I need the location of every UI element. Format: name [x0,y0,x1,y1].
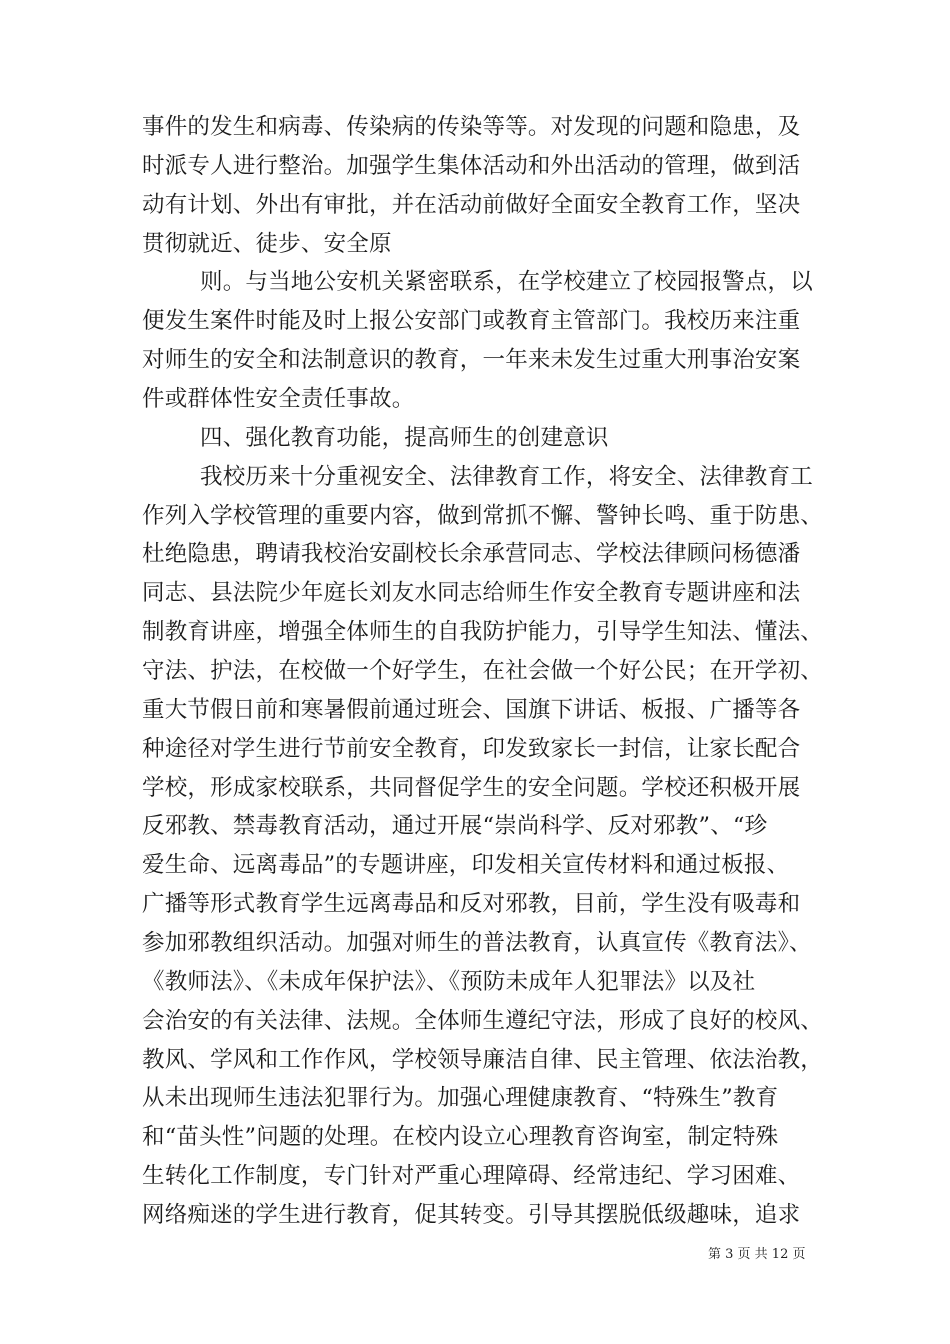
text-line: 守法、护法，在校做一个好学生，在社会做一个好公民；在开学初、 [142,658,824,684]
page-number-footer: 第 3 页 共 12 页 [708,1247,806,1262]
text-line: 时派专人进行整治。加强学生集体活动和外出活动的管理，做到活 [142,153,801,179]
section-heading: 四、强化教育功能，提高师生的创建意识 [200,425,609,451]
text-line: 动有计划、外出有审批，并在活动前做好全面安全教育工作，坚决 [142,192,801,218]
text-line: 广播等形式教育学生远离毒品和反对邪教，目前，学生没有吸毒和 [142,891,801,917]
text-line: 学校，形成家校联系，共同督促学生的安全问题。学校还积极开展 [142,775,801,801]
text-line: 贯彻就近、徒步、安全原 [142,231,392,257]
paragraph-first-line: 我校历来十分重视安全、法律教育工作，将安全、法律教育工 [200,464,813,490]
text-line: 重大节假日前和寒暑假前通过班会、国旗下讲话、板报、广播等各 [142,697,801,723]
text-line: 教风、学风和工作作风，学校领导廉洁自律、民主管理、依法治教， [142,1047,824,1073]
text-line: 《教师法》、《未成年保护法》、《预防未成年人犯罪法》以及社 [142,969,756,995]
text-line: 件或群体性安全责任事故。 [142,386,415,412]
text-line: 反邪教、禁毒教育活动，通过开展“崇尚科学、反对邪教”、“珍 [142,813,768,839]
text-line: 参加邪教组织活动。加强对师生的普法教育，认真宣传《教育法》、 [142,930,812,956]
text-line: 事件的发生和病毒、传染病的传染等等。对发现的问题和隐患，及 [142,114,801,140]
text-line: 爱生命、远离毒品”的专题讲座，印发相关宣传材料和通过板报、 [142,852,790,878]
text-line: 便发生案件时能及时上报公安部门或教育主管部门。我校历来注重 [142,308,801,334]
text-line: 杜绝隐患，聘请我校治安副校长余承营同志、学校法律顾问杨德潘 [142,541,801,567]
text-line: 从未出现师生违法犯罪行为。加强心理健康教育、“特殊生”教育 [142,1085,779,1111]
text-line: 网络痴迷的学生进行教育，促其转变。引导其摆脱低级趣味，追求 [142,1202,801,1228]
paragraph-first-line: 则。与当地公安机关紧密联系，在学校建立了校园报警点，以 [200,269,813,295]
text-line: 制教育讲座，增强全体师生的自我防护能力，引导学生知法、懂法、 [142,619,824,645]
text-line: 会治安的有关法律、法规。全体师生遵纪守法，形成了良好的校风、 [142,1008,824,1034]
text-line: 和“苗头性”问题的处理。在校内设立心理教育咨询室，制定特殊 [142,1124,779,1150]
text-line: 同志、县法院少年庭长刘友水同志给师生作安全教育专题讲座和法 [142,580,801,606]
text-line: 对师生的安全和法制意识的教育，一年来未发生过重大刑事治安案 [142,347,801,373]
text-line: 种途径对学生进行节前安全教育，印发致家长一封信，让家长配合 [142,736,801,762]
text-line: 生转化工作制度，专门针对严重心理障碍、经常违纪、学习困难、 [142,1163,801,1189]
text-line: 作列入学校管理的重要内容，做到常抓不懈、警钟长鸣、重于防患、 [142,503,824,529]
